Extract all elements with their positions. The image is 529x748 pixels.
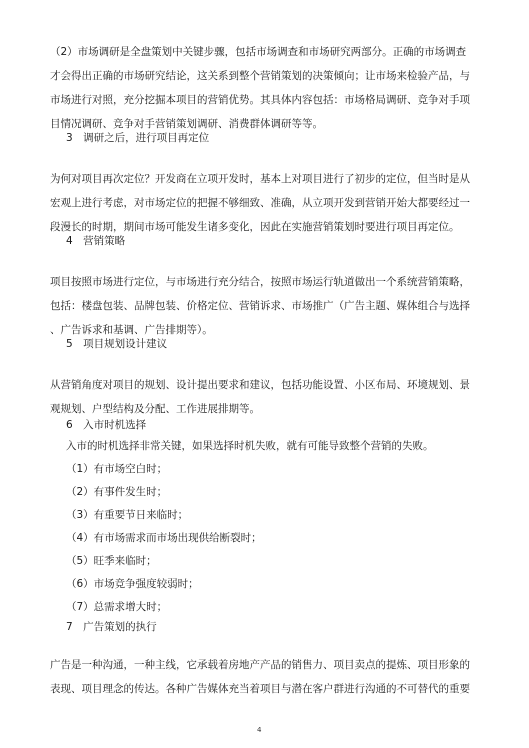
paragraph-line: 才会得出正确的市场研究结论，这关系到整个营销策划的决策倾向；让市场来检验产品，与	[50, 70, 470, 82]
list-item: （5）旺季来临时；	[66, 555, 157, 567]
paragraph-line: （2）市场调研是全盘策划中关键步骤，包括市场调查和市场研究两部分。正确的市场调查	[50, 46, 467, 58]
paragraph-line: 广告是一种沟通，一种主线，它承载着房地产产品的销售力、项目卖点的提炼、项目形象的	[50, 659, 470, 671]
list-item: （7）总需求增大时；	[66, 601, 168, 613]
paragraph-line: 从营销角度对项目的规划、设计提出要求和建议，包括功能设置、小区布局、环境规划、景	[50, 379, 470, 391]
paragraph-line: 段漫长的时期，期间市场可能发生诸多变化，因此在实施营销策划时要进行项目再定位。	[50, 221, 460, 233]
paragraph-line: 包括：楼盘包装、品牌包装、价格定位、营销诉求、市场推广（广告主题、媒体组合与选择	[50, 300, 470, 312]
section-heading: 7 广告策划的执行	[66, 621, 157, 633]
paragraph-line: 宏观上进行考虑，对市场定位的把握不够细致、准确，从立项开发到营销开始大都要经过一	[50, 197, 470, 209]
list-item: （2）有事件发生时；	[66, 486, 168, 498]
paragraph-line: 市场进行对照，充分挖掘本项目的营销优势。其具体内容包括：市场格局调研、竞争对手项	[50, 94, 470, 106]
section-heading: 3 调研之后，进行项目再定位	[66, 132, 210, 144]
list-item: （6）市场竞争强度较弱时；	[66, 578, 199, 590]
paragraph-line: 表现、项目理念的传达。各种广告媒体充当着项目与潜在客户群进行沟通的不可替代的重要	[50, 683, 470, 695]
paragraph-line: 项目按照市场进行定位，与市场进行充分结合，按照市场运行轨道做出一个系统营销策略，	[50, 276, 470, 288]
section-heading: 4 营销策略	[66, 235, 126, 247]
section-heading: 5 项目规划设计建议	[66, 338, 168, 350]
paragraph-line: 观规划、户型结构及分配、工作进展排期等。	[50, 403, 260, 415]
page-number: 4	[257, 726, 262, 734]
paragraph-line: 为何对项目再次定位？开发商在立项开发时，基本上对项目进行了初步的定位，但当时是从	[50, 173, 470, 185]
section-heading: 6 入市时机选择	[66, 419, 147, 431]
list-item: （3）有重要节日来临时；	[66, 509, 189, 521]
list-item: （4）有市场需求而市场出现供给断裂时；	[66, 532, 262, 544]
paragraph-line: 目情况调研、竞争对手营销策划调研、消费群体调研等等。	[50, 118, 323, 130]
paragraph-line: 、广告诉求和基调、广告排期等）。	[50, 324, 213, 336]
list-item: （1）有市场空白时；	[66, 463, 168, 475]
paragraph-line: 入市的时机选择非常关键，如果选择时机失败，就有可能导致整个营销的失败。	[66, 440, 434, 452]
